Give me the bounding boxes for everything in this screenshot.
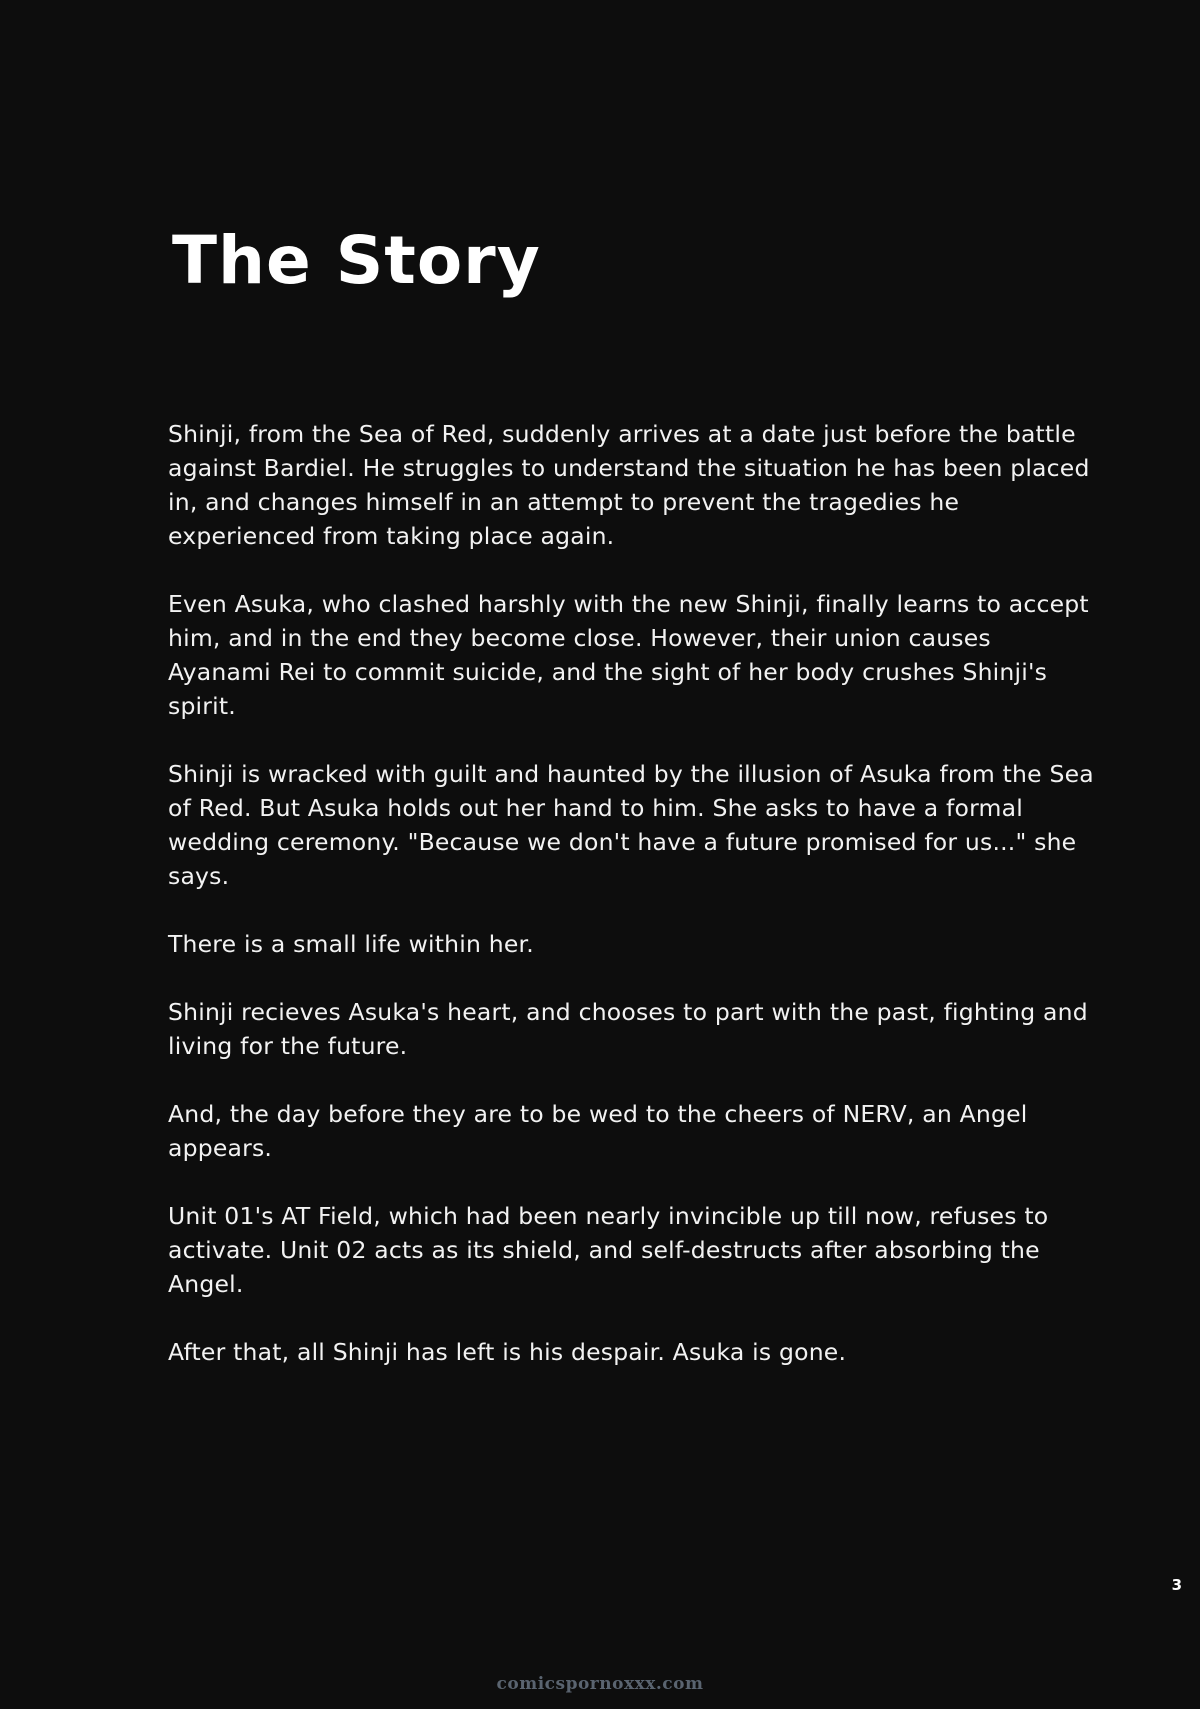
page-number: 3: [1171, 1576, 1182, 1594]
story-paragraph: Unit 01's AT Field, which had been nearly invincible up till now, refuses to activate. Unit 02 acts as its shield, and self-destructs after absorbing the Angel.: [168, 1202, 1049, 1298]
story-paragraph: Shinji recieves Asuka's heart, and chooses to part with the past, fighting and living for the future.: [168, 998, 1088, 1060]
story-paragraph: Even Asuka, who clashed harshly with the new Shinji, finally learns to accept him, and in the end they become close. However, their union causes Ayanami Rei to commit suicide, and the sight of her body crushes Shinji's spirit.: [168, 590, 1089, 720]
story-paragraph: There is a small life within her.: [168, 930, 534, 958]
story-paragraph: After that, all Shinji has left is his despair. Asuka is gone.: [168, 1338, 847, 1366]
page-title: The Story: [172, 222, 541, 299]
story-text: [168, 417, 1098, 1403]
story-paragraph: And, the day before they are to be wed to the cheers of NERV, an Angel appears.: [168, 1100, 1028, 1162]
watermark: comicspornoxxx.com: [496, 1674, 704, 1694]
story-paragraph: Shinji is wracked with guilt and haunted by the illusion of Asuka from the Sea of Red. But Asuka holds out her hand to him. She asks to have a formal wedding ceremony. "Because we don't have a future promised for us..." she says.: [168, 760, 1094, 890]
story-paragraph: Shinji, from the Sea of Red, suddenly arrives at a date just before the battle against Bardiel. He struggles to understand the situation he has been placed in, and changes himself in an attempt to prevent the tragedies he experienced from taking place again.: [168, 420, 1090, 550]
